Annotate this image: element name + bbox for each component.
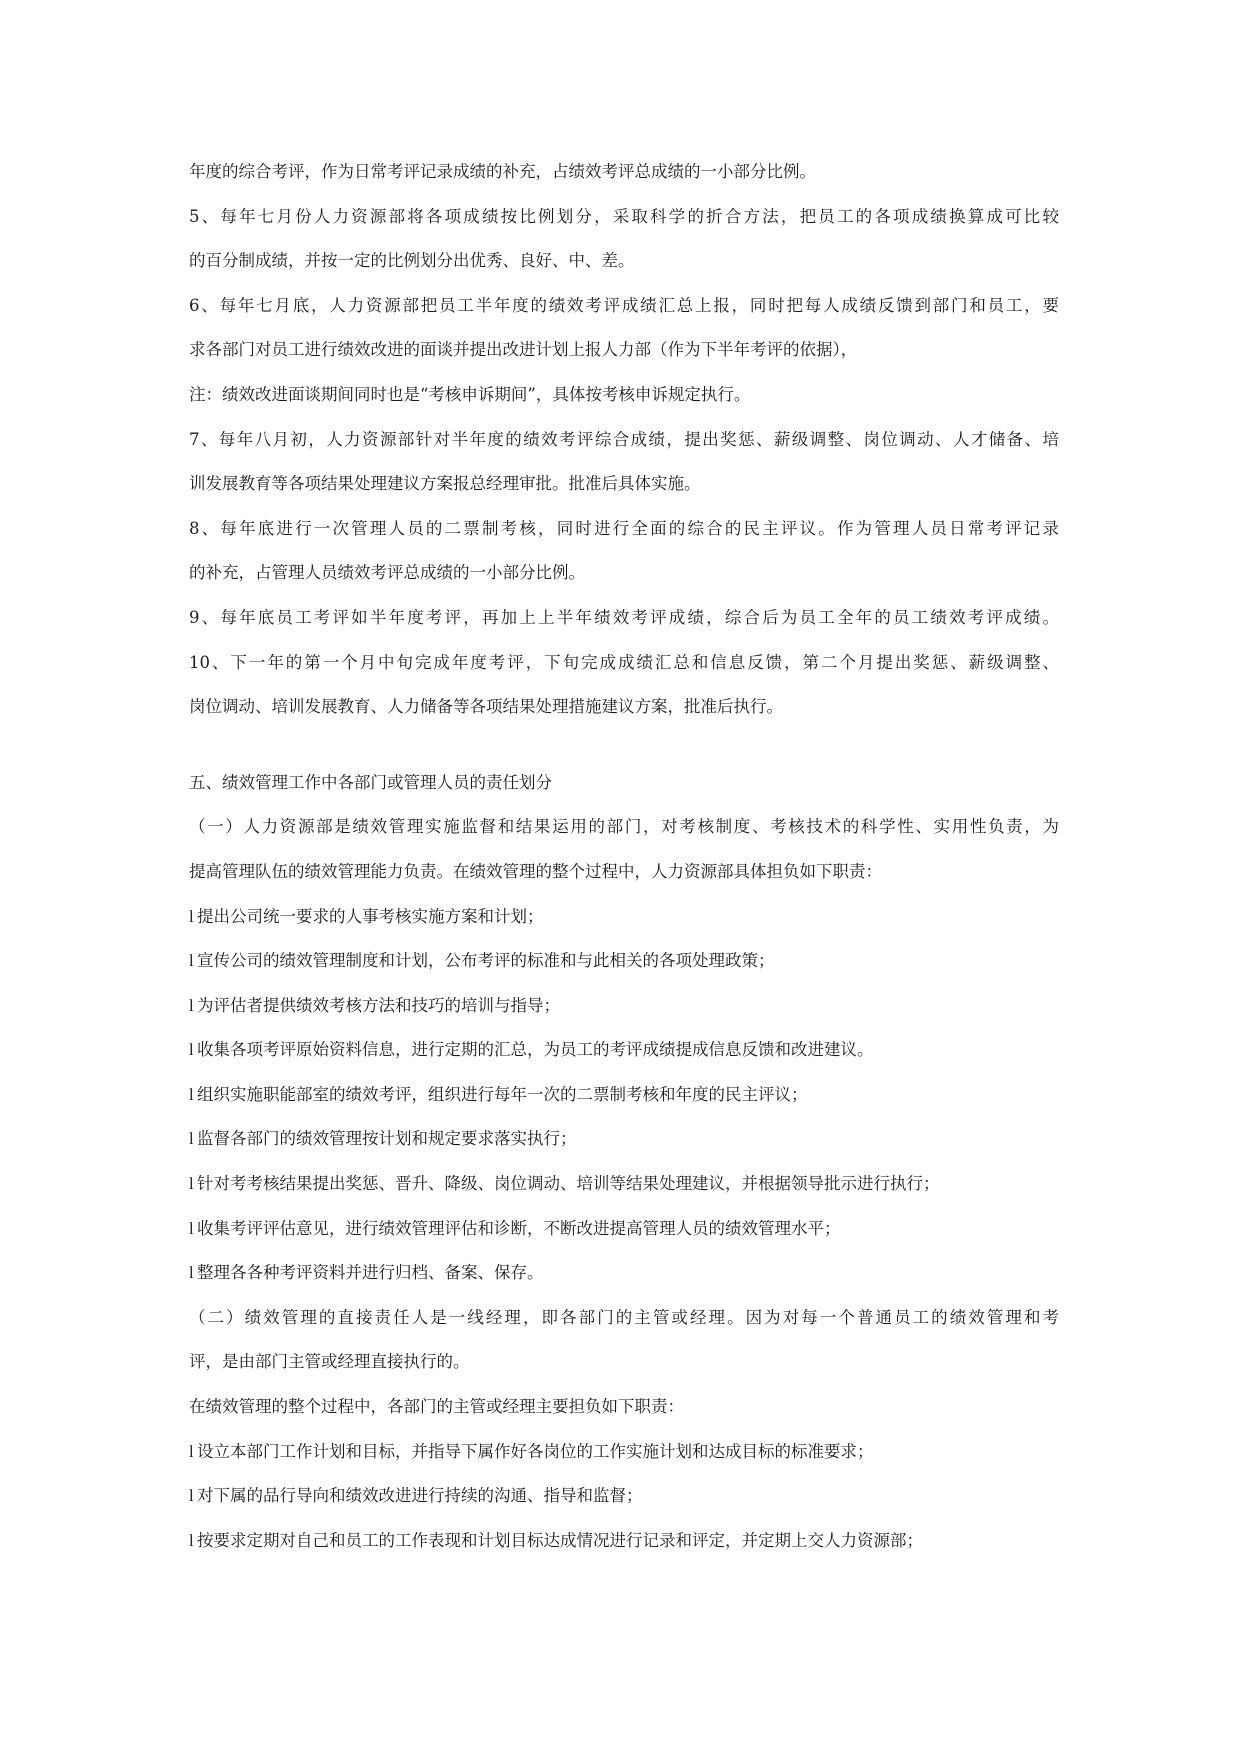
paragraph-line: 在绩效管理的整个过程中，各部门的主管或经理主要担负如下职责： bbox=[189, 1397, 684, 1417]
bullet-marker: l bbox=[189, 1218, 194, 1238]
bullet-marker: l bbox=[189, 1129, 194, 1149]
section-heading: 五、绩效管理工作中各部门或管理人员的责任划分 bbox=[189, 772, 552, 792]
bullet-item bbox=[189, 984, 1059, 1029]
bullet-text: 监督各部门的绩效管理按计划和规定要求落实执行； bbox=[197, 1129, 577, 1149]
bullet-marker: l bbox=[189, 1084, 194, 1104]
bullet-text: 对下属的品行导向和绩效改进进行持续的沟通、指导和监督； bbox=[197, 1486, 643, 1506]
bullet-item bbox=[189, 1028, 1059, 1073]
bullet-marker: l bbox=[189, 951, 194, 971]
bullet-item bbox=[189, 1430, 1059, 1475]
bullet-marker: l bbox=[189, 1530, 194, 1550]
bullet-item bbox=[189, 1073, 1059, 1118]
bullet-text: 为评估者提供绩效考核方法和技巧的培训与指导； bbox=[197, 995, 560, 1015]
bullet-text: 提出公司统一要求的人事考核实施方案和计划； bbox=[197, 906, 544, 926]
paragraph-line: 5、每年七月份人力资源部将各项成绩按比例划分，采取科学的折合方法，把员工的各项成绩换算成可比较 bbox=[189, 206, 1059, 226]
paragraph-line: 评，是由部门主管或经理直接执行的。 bbox=[189, 1352, 470, 1372]
paragraph-line: 岗位调动、培训发展教育、人力储备等各项结果处理措施建议方案，批准后执行。 bbox=[189, 697, 783, 717]
bullet-marker: l bbox=[189, 1441, 194, 1461]
bullet-item bbox=[189, 1207, 1059, 1252]
paragraph-line: （一）人力资源部是绩效管理实施监督和结果运用的部门，对考核制度、考核技术的科学性、实用性负责，为 bbox=[189, 817, 1059, 837]
bullet-item bbox=[189, 939, 1059, 984]
paragraph-line: 提高管理队伍的绩效管理能力负责。在绩效管理的整个过程中，人力资源部具体担负如下职责： bbox=[189, 861, 882, 881]
bullet-item bbox=[189, 1117, 1059, 1162]
note-line: 注：绩效改进面谈期间同时也是“考核申诉期间”，具体按考核申诉规定执行。 bbox=[189, 384, 751, 404]
bullet-text: 收集考评评估意见，进行绩效管理评估和诊断，不断改进提高管理人员的绩效管理水平； bbox=[197, 1218, 841, 1238]
document-body bbox=[189, 150, 1059, 1563]
bullet-item bbox=[189, 1519, 1059, 1564]
paragraph-line: 10、下一年的第一个月中旬完成年度考评，下旬完成成绩汇总和信息反馈，第二个月提出奖惩、薪级调整、 bbox=[189, 652, 1059, 672]
bullet-marker: l bbox=[189, 1263, 194, 1283]
paragraph-line: 训发展教育等各项结果处理建议方案报总经理审批。批准后具体实施。 bbox=[189, 474, 701, 494]
bullet-text: 组织实施职能部室的绩效考评，组织进行每年一次的二票制考核和年度的民主评议； bbox=[197, 1084, 808, 1104]
paragraph-line: 的百分制成绩，并按一定的比例划分出优秀、良好、中、差。 bbox=[189, 251, 635, 271]
bullet-marker: l bbox=[189, 1486, 194, 1506]
bullet-marker: l bbox=[189, 995, 194, 1015]
paragraph-line: 9、每年底员工考评如半年度考评，再加上上半年绩效考评成绩，综合后为员工全年的员工绩效考评成绩。 bbox=[189, 607, 1059, 627]
bullet-text: 收集各项考评原始资料信息，进行定期的汇总，为员工的考评成绩提成信息反馈和改进建议。 bbox=[197, 1040, 874, 1060]
section-spacer bbox=[189, 730, 1059, 761]
bullet-marker: l bbox=[189, 1174, 194, 1194]
bullet-item bbox=[189, 1251, 1059, 1296]
bullet-text: 整理各各种考评资料并进行归档、备案、保存。 bbox=[197, 1263, 544, 1283]
bullet-text: 宣传公司的绩效管理制度和计划，公布考评的标准和与此相关的各项处理政策； bbox=[197, 951, 775, 971]
bullet-marker: l bbox=[189, 906, 194, 926]
bullet-text: 设立本部门工作计划和目标，并指导下属作好各岗位的工作实施计划和达成目标的标准要求； bbox=[197, 1441, 874, 1461]
paragraph-line: 8、每年底进行一次管理人员的二票制考核，同时进行全面的综合的民主评议。作为管理人员日常考评记录 bbox=[189, 518, 1059, 538]
paragraph-line: （二）绩效管理的直接责任人是一线经理，即各部门的主管或经理。因为对每一个普通员工的绩效管理和考 bbox=[189, 1307, 1059, 1327]
bullet-text: 按要求定期对自己和员工的工作表现和计划目标达成情况进行记录和评定，并定期上交人力资源部； bbox=[197, 1530, 923, 1550]
bullet-item bbox=[189, 1162, 1059, 1207]
bullet-text: 针对考考核结果提出奖惩、晋升、降级、岗位调动、培训等结果处理建议，并根据领导批示进行执行； bbox=[197, 1174, 940, 1194]
paragraph-line: 年度的综合考评，作为日常考评记录成绩的补充，占绩效考评总成绩的一小部分比例。 bbox=[189, 162, 816, 181]
bullet-item bbox=[189, 895, 1059, 940]
paragraph-line: 的补充，占管理人员绩效考评总成绩的一小部分比例。 bbox=[189, 563, 585, 583]
paragraph-line: 6、每年七月底，人力资源部把员工半年度的绩效考评成绩汇总上报，同时把每人成绩反馈到部门和员工，要 bbox=[189, 295, 1059, 315]
bullet-item bbox=[189, 1474, 1059, 1519]
paragraph-line: 7、每年八月初，人力资源部针对半年度的绩效考评综合成绩，提出奖惩、薪级调整、岗位调动、人才储备、培 bbox=[189, 429, 1059, 449]
paragraph-line: 求各部门对员工进行绩效改进的面谈并提出改进计划上报人力部（作为下半年考评的依据）， bbox=[189, 340, 858, 360]
bullet-marker: l bbox=[189, 1040, 194, 1060]
